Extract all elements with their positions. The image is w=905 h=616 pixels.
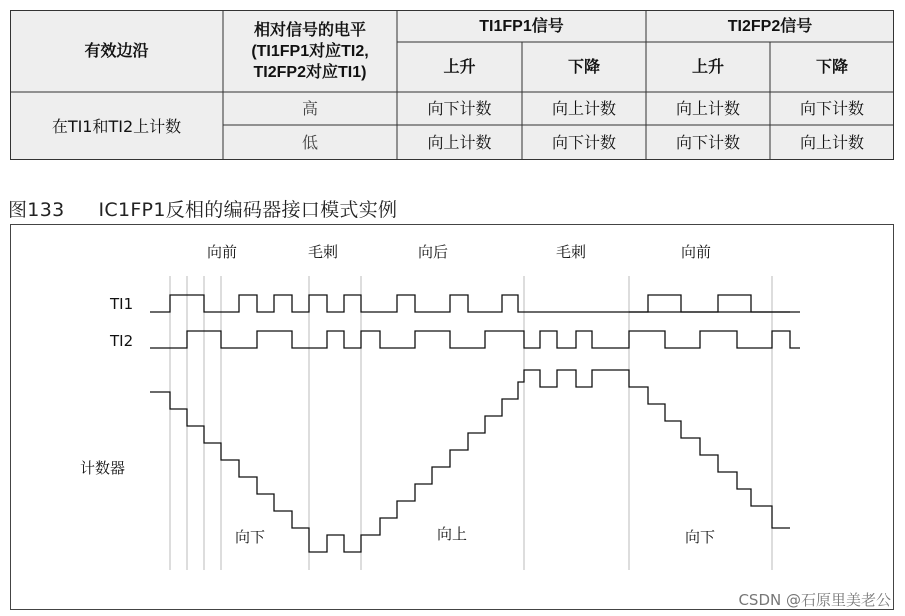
row-high-c3: 向上计数 — [675, 99, 740, 118]
row-high-level: 高 — [301, 99, 318, 118]
phase-label-forward-1: 向前 — [207, 243, 238, 261]
figure-title: IC1FP1反相的编码器接口模式实例 — [98, 199, 398, 221]
figure-caption — [8, 195, 397, 222]
phase-label-backward: 向后 — [418, 243, 449, 261]
row-low-c4: 向上计数 — [799, 133, 864, 152]
header-ti1fp1-rise: 上升 — [443, 58, 476, 76]
timing-diagram-svg — [10, 224, 894, 610]
header-level-line1: 相对信号的电平 — [253, 21, 366, 39]
header-ti2fp2-fall: 下降 — [815, 58, 848, 76]
phase-label-forward-2: 向前 — [681, 243, 712, 261]
signal-label-ti2: TI2 — [110, 332, 134, 350]
row-low-c1: 向上计数 — [427, 133, 492, 152]
header-ti2fp2: TI2FP2信号 — [727, 17, 813, 35]
row-high-c1: 向下计数 — [427, 99, 492, 118]
phase-label-glitch-1: 毛刺 — [308, 243, 339, 261]
row-edge-label: 在TI1和TI2上计数 — [51, 116, 182, 136]
header-level-line2: (TI1FP1对应TI2, — [251, 42, 369, 60]
diagram-frame — [11, 225, 894, 610]
direction-label-up: 向上 — [437, 525, 468, 543]
row-low-level: 低 — [301, 133, 318, 152]
counter-label: 计数器 — [80, 459, 126, 477]
direction-label-down-2: 向下 — [685, 528, 716, 546]
header-level — [223, 10, 397, 92]
phase-label-glitch-2: 毛刺 — [556, 243, 587, 261]
signal-label-ti1: TI1 — [110, 295, 134, 313]
watermark: CSDN @石原里美老公 — [738, 591, 891, 609]
row-high-c4: 向下计数 — [799, 99, 864, 118]
header-edge: 有效边沿 — [84, 42, 149, 60]
figure-number: 图133 — [8, 199, 65, 221]
direction-label-down-1: 向下 — [235, 528, 266, 546]
row-high-c2: 向上计数 — [551, 99, 616, 118]
row-low-c3: 向下计数 — [675, 133, 740, 152]
header-level-line3: TI2FP2对应TI1) — [253, 63, 367, 81]
header-ti1fp1-fall: 下降 — [567, 58, 600, 76]
header-ti1fp1: TI1FP1信号 — [479, 17, 564, 35]
encoder-mode-table — [10, 10, 894, 160]
header-ti2fp2-rise: 上升 — [691, 58, 724, 76]
row-low-c2: 向下计数 — [551, 133, 616, 152]
timing-diagram — [10, 224, 894, 610]
